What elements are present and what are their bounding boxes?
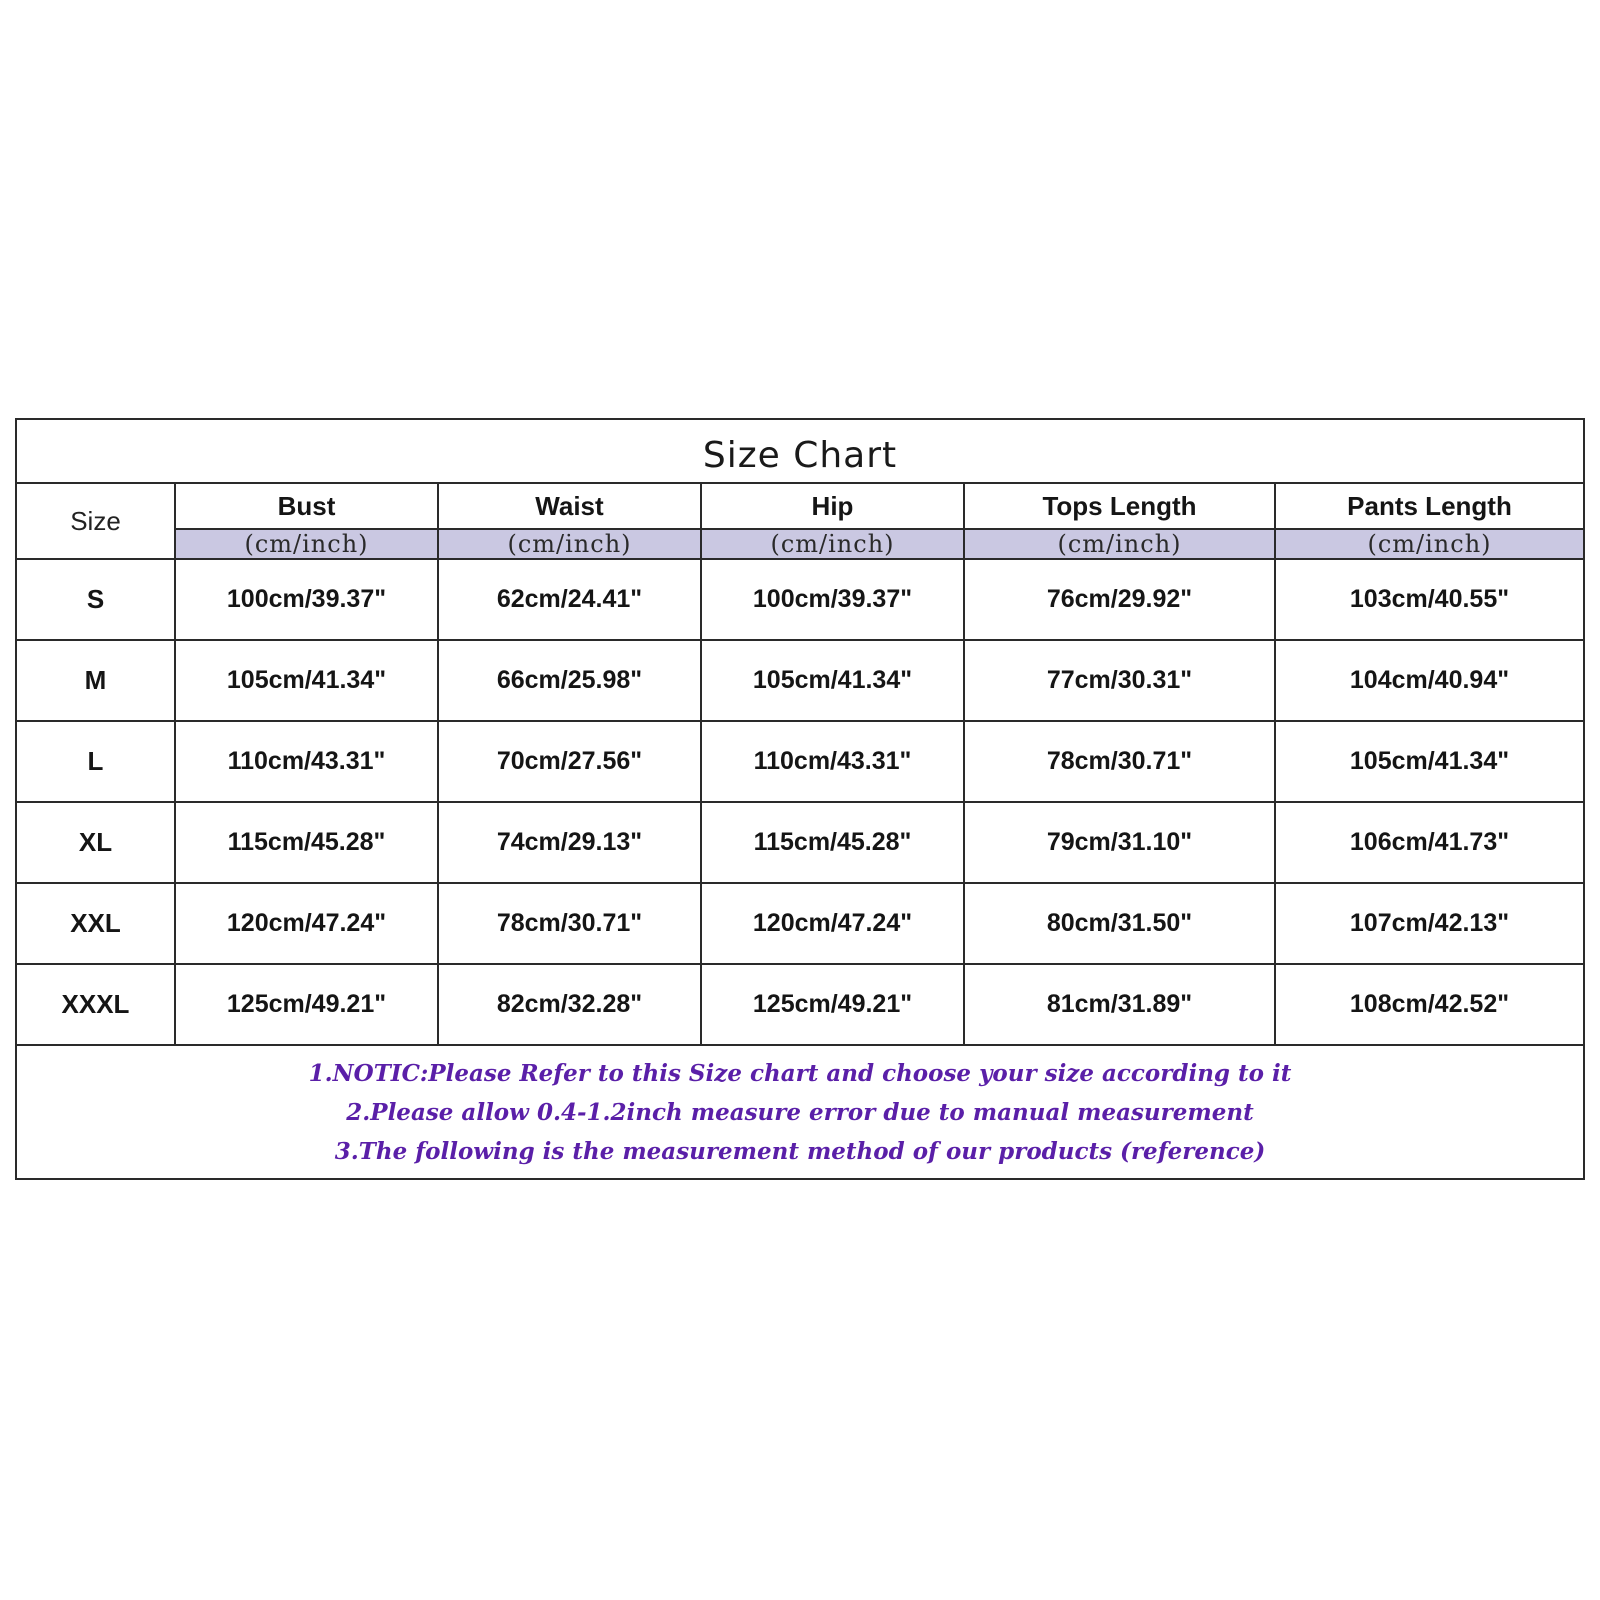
table-cell: 105cm/41.34" [1275,721,1583,802]
table-row [17,964,1583,1045]
table-cell: 115cm/45.28" [175,802,438,883]
table-row [17,640,1583,721]
table-cell: 100cm/39.37" [175,559,438,640]
column-header-waist: Waist [438,484,701,529]
column-header-bust: Bust [175,484,438,529]
unit-label-pants-length: (cm/inch) [1275,529,1583,559]
table-cell: 120cm/47.24" [701,883,964,964]
table-cell: 106cm/41.73" [1275,802,1583,883]
table-cell: 81cm/31.89" [964,964,1275,1045]
table-cell: 100cm/39.37" [701,559,964,640]
table-cell: 115cm/45.28" [701,802,964,883]
table-cell: 104cm/40.94" [1275,640,1583,721]
unit-label-bust: (cm/inch) [175,529,438,559]
table-cell: 82cm/32.28" [438,964,701,1045]
table-cell: 110cm/43.31" [175,721,438,802]
size-cell: XXXL [17,964,175,1045]
header-row [17,484,1583,529]
table-cell: 125cm/49.21" [175,964,438,1045]
unit-label-waist: (cm/inch) [438,529,701,559]
size-cell: XL [17,802,175,883]
notes-section [17,1050,1583,1180]
table-cell: 74cm/29.13" [438,802,701,883]
column-header-pants-length: Pants Length [1275,484,1583,529]
table-cell: 125cm/49.21" [701,964,964,1045]
table-cell: 66cm/25.98" [438,640,701,721]
table-cell: 103cm/40.55" [1275,559,1583,640]
table-cell: 76cm/29.92" [964,559,1275,640]
table-cell: 107cm/42.13" [1275,883,1583,964]
unit-label-hip: (cm/inch) [701,529,964,559]
chart-title: Size Chart [702,434,898,476]
note-line-1: 1.NOTIC:Please Refer to this Size chart and choose your size according to it [308,1060,1292,1087]
unit-label-tops-length: (cm/inch) [964,529,1275,559]
table-row [17,721,1583,802]
table-cell: 80cm/31.50" [964,883,1275,964]
table-cell: 110cm/43.31" [701,721,964,802]
size-cell: L [17,721,175,802]
table-cell: 70cm/27.56" [438,721,701,802]
table-cell: 78cm/30.71" [438,883,701,964]
size-chart [15,418,1585,1180]
table-row [17,802,1583,883]
table-cell: 105cm/41.34" [175,640,438,721]
table-cell: 62cm/24.41" [438,559,701,640]
note-line-3: 3.The following is the measurement method of our products (reference) [334,1138,1266,1165]
table-cell: 77cm/30.31" [964,640,1275,721]
note-line-2: 2.Please allow 0.4-1.2inch measure error due to manual measurement [346,1099,1254,1126]
table-row [17,883,1583,964]
table-cell: 78cm/30.71" [964,721,1275,802]
size-cell: XXL [17,883,175,964]
table-cell: 105cm/41.34" [701,640,964,721]
column-header-tops-length: Tops Length [964,484,1275,529]
table-cell: 79cm/31.10" [964,802,1275,883]
table-cell: 108cm/42.52" [1275,964,1583,1045]
table-cell: 120cm/47.24" [175,883,438,964]
table-row [17,559,1583,640]
size-column-header: Size [17,484,175,559]
size-table [17,484,1583,1046]
unit-row [17,529,1583,559]
column-header-hip: Hip [701,484,964,529]
title-row [17,420,1583,484]
size-cell: S [17,559,175,640]
size-cell: M [17,640,175,721]
